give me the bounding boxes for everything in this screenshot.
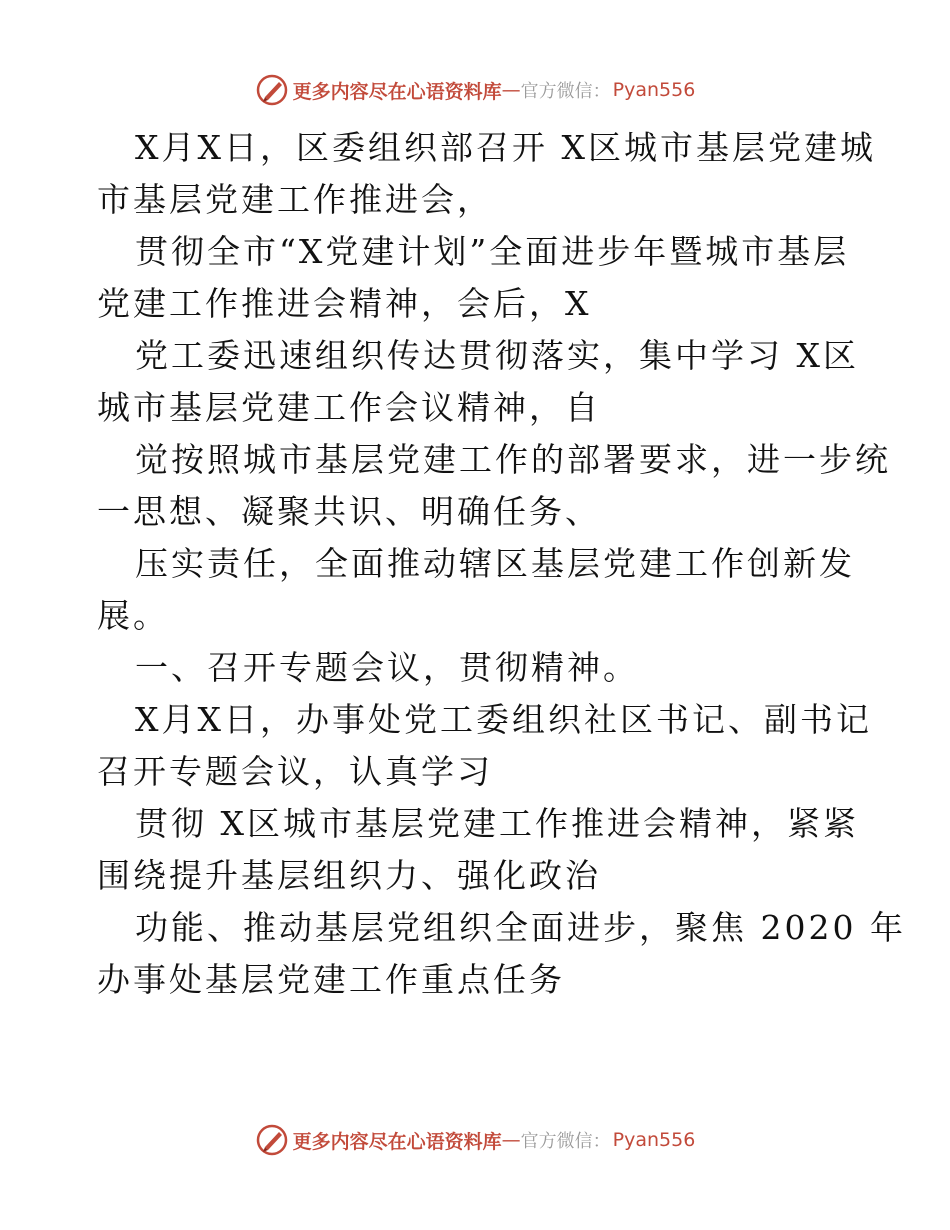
paragraph	[97, 434, 891, 538]
section-heading	[97, 642, 857, 694]
document-body	[97, 122, 906, 1006]
paragraph-line: 一思想、凝聚共识、明确任务、	[97, 492, 601, 531]
paragraph-line: 围绕提升基层组织力、强化政治	[97, 856, 601, 895]
paragraph	[97, 226, 857, 330]
paragraph-line: 城市基层党建工作会议精神，自	[97, 388, 601, 427]
paragraph-line: 觉按照城市基层党建工作的部署要求，进一步统	[135, 440, 891, 479]
paragraph-line: 贯彻全市“X党建计划”全面进步年暨城市基层	[135, 232, 850, 271]
paragraph-line: 贯彻 X区城市基层党建工作推进会精神，紧紧	[135, 804, 859, 843]
watermark-header	[0, 70, 950, 110]
paragraph-line: 功能、推动基层党组织全面进步，聚焦 2020 年	[135, 908, 906, 947]
paragraph	[97, 330, 857, 434]
paragraph	[97, 122, 876, 226]
watermark-main-text: 更多内容尽在心语资料库	[292, 1130, 502, 1153]
paragraph-line: 办事处基层党建工作重点任务	[97, 960, 565, 999]
paragraph-line: 党工委迅速组织传达贯彻落实，集中学习 X区	[135, 336, 859, 375]
paragraph	[97, 538, 857, 642]
paragraph-line: X月X日，办事处党工委组织社区书记、副书记	[135, 700, 872, 739]
paragraph-line: X月X日，区委组织部召开 X区城市基层党建城	[135, 128, 876, 167]
paragraph-line: 召开专题会议，认真学习	[97, 752, 493, 791]
paragraph-line: 展。	[97, 596, 169, 635]
paragraph	[97, 798, 857, 902]
pen-logo-icon	[255, 73, 289, 107]
watermark-official-label: 官方微信：	[520, 81, 611, 102]
paragraph-line: 压实责任，全面推动辖区基层党建工作创新发	[135, 544, 855, 583]
watermark-wechat-id: Pyan556	[612, 79, 696, 101]
watermark-wechat-id: Pyan556	[612, 1129, 696, 1151]
paragraph	[97, 694, 872, 798]
watermark-main-text: 更多内容尽在心语资料库	[292, 80, 502, 103]
paragraph-line: 党建工作推进会精神，会后，X	[97, 284, 592, 323]
section-heading-line: 一、召开专题会议，贯彻精神。	[135, 648, 639, 687]
watermark-separator: —	[501, 1129, 521, 1151]
paragraph	[97, 902, 906, 1006]
paragraph-line: 市基层党建工作推进会，	[97, 180, 493, 219]
watermark-footer	[0, 1120, 950, 1160]
watermark-separator: —	[501, 79, 521, 101]
pen-logo-icon	[255, 1123, 289, 1157]
watermark-official-label: 官方微信：	[520, 1131, 611, 1152]
